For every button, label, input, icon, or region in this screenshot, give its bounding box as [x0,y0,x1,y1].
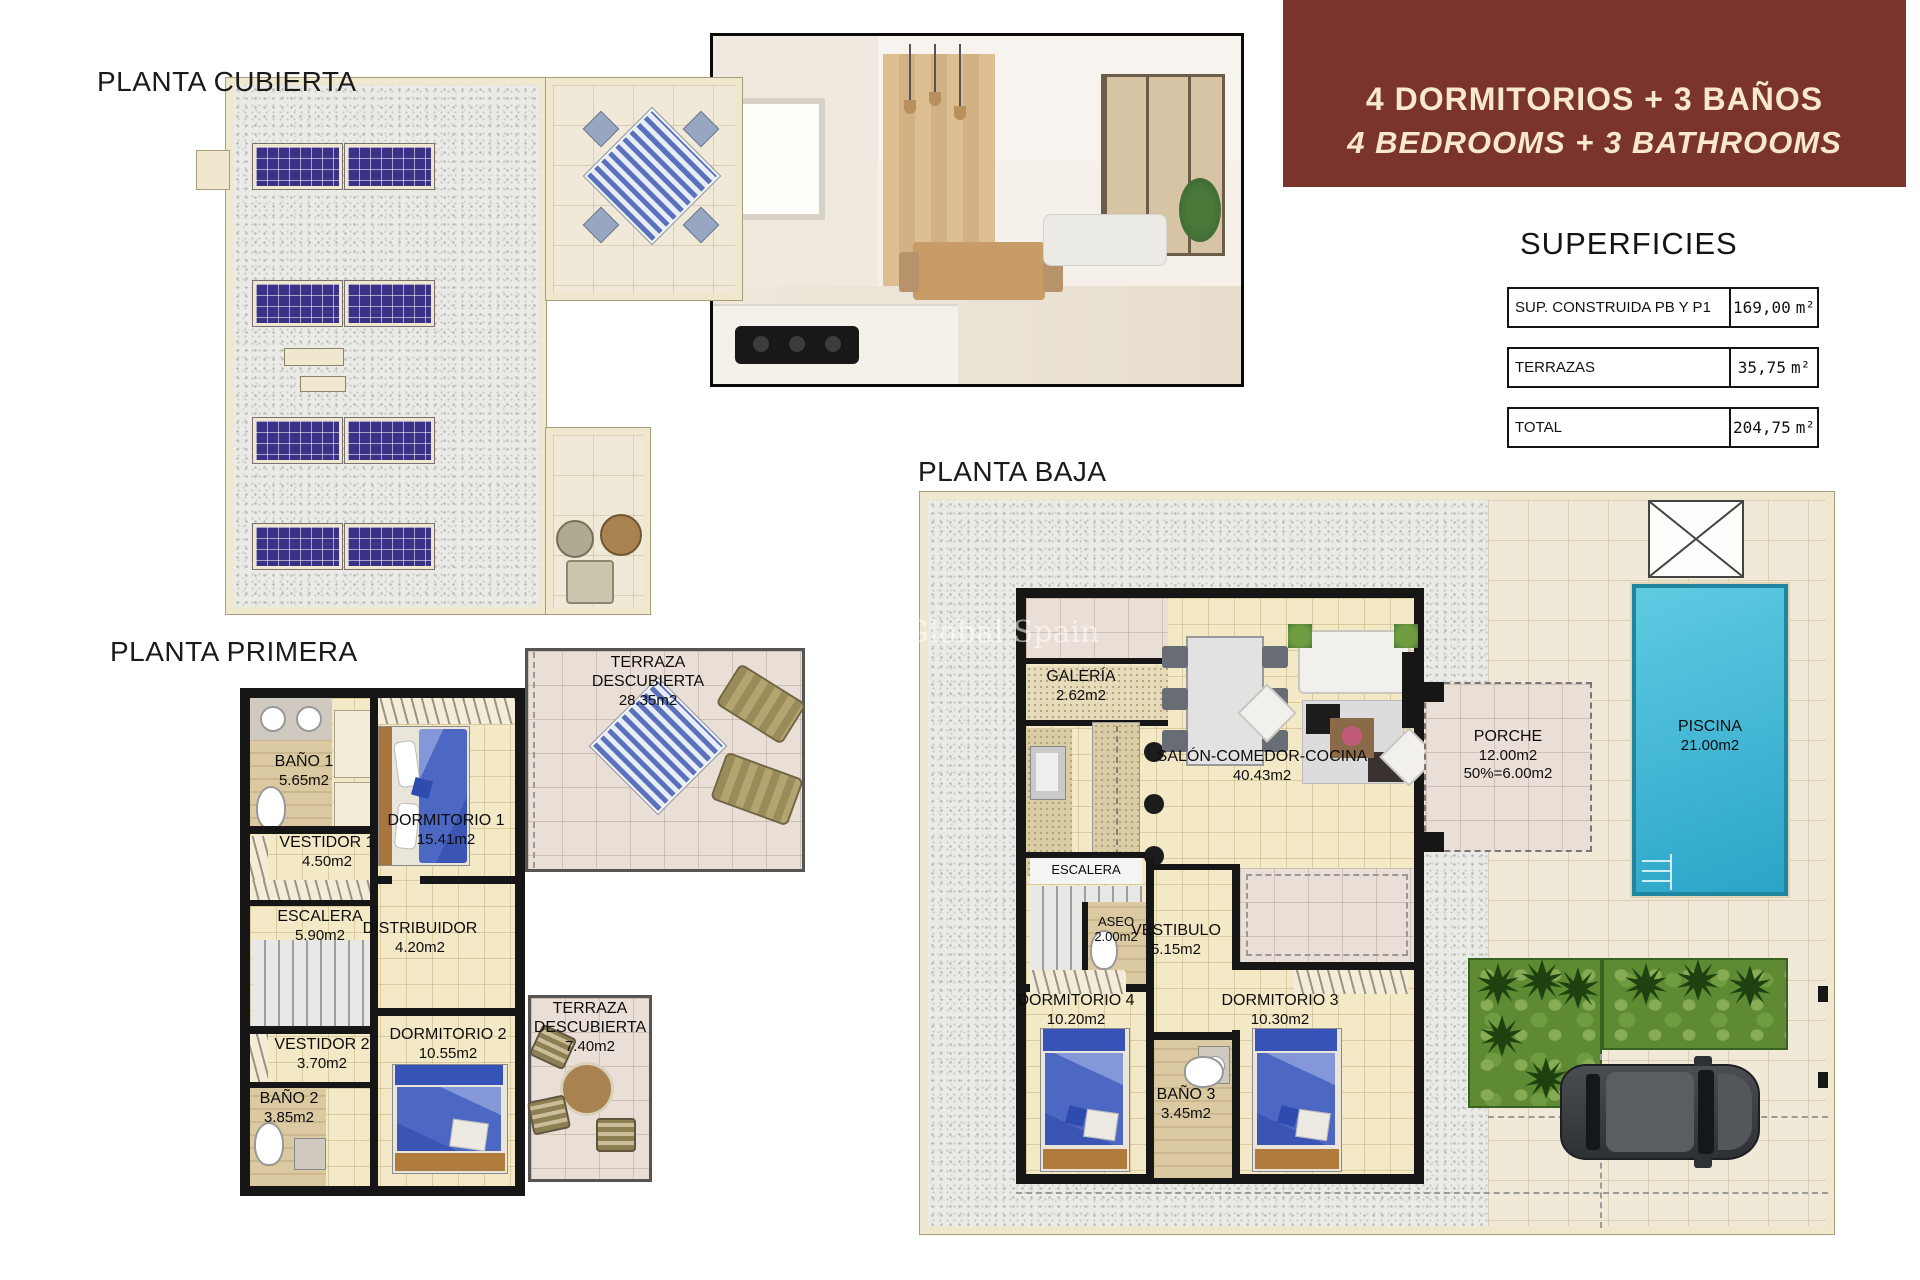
room-name: VESTIDOR 2 [274,1036,370,1053]
room-area: 2.62m2 [1055,686,1107,704]
room-area: 10.20m2 [1046,1010,1106,1028]
hob-ring-icon [789,336,805,352]
header-banner [1283,0,1906,187]
terrace-dashed-line [533,652,535,868]
room-label-dormitorio-4 [1017,992,1134,1029]
row-value [1731,289,1817,326]
toilet-icon [256,786,286,830]
sink-icon [260,706,286,732]
wall-segment [378,1008,525,1016]
value-unit: m² [1795,298,1816,317]
plant-icon [1394,624,1418,648]
room-name: DORMITORIO 2 [389,1026,507,1043]
value-number: 35,75 [1737,358,1786,377]
bed [1040,1028,1130,1172]
room-area: 3.85m2 [263,1108,315,1126]
superficies-row-construida [1507,287,1819,328]
cross-icon [1650,502,1742,576]
room-area: 28.35m2 [618,691,678,709]
room-area: 3.70m2 [296,1054,348,1072]
pool-structure [1648,500,1744,578]
hob-ring-icon [753,336,769,352]
car-rear-window [1586,1074,1600,1150]
wall-segment [1146,864,1240,870]
room-area: 3.45m2 [1160,1104,1212,1122]
wall-segment [1232,868,1240,970]
photo-chair [899,252,919,292]
planta-primera-title: PLANTA PRIMERA [110,636,358,667]
room-area-extra: 50%=6.00m2 [1463,764,1553,782]
bed [392,1064,508,1174]
gate-post [1818,1072,1828,1088]
room-name: ESCALERA [1051,862,1121,877]
roof-vent [300,376,346,392]
room-label-porche [1464,728,1553,782]
photo-plant [1179,178,1221,242]
solar-panel [345,524,434,569]
room-label-dormitorio-2 [389,1026,506,1063]
wall-segment [1232,1030,1240,1184]
solar-panel [253,281,342,326]
car-mirror [1694,1158,1712,1168]
room-area: 15.41m2 [416,830,476,848]
value-number: 169,00 [1732,298,1791,317]
solar-panel [253,144,342,189]
room-label-galeria [1046,668,1115,705]
room-name: ESCALERA [277,908,363,925]
closet [334,782,372,832]
sink-icon [296,706,322,732]
room-area: 5.15m2 [1150,940,1202,958]
room-name: PISCINA [1677,718,1743,735]
value-unit: m² [1795,418,1816,437]
blanket [1295,1109,1331,1141]
room-name: PORCHE [1473,728,1543,745]
banner-line-spanish: 4 DORMITORIOS + 3 BAÑOS [1365,81,1824,117]
sink-icon [294,1138,326,1170]
dining-chair [1262,646,1288,668]
room-name: BAÑO 1 [274,753,334,770]
room-label-piscina [1678,718,1742,755]
room-area: 12.00m2 [1478,746,1538,764]
room-label-vestibulo [1131,922,1221,959]
photo-sofa [1043,214,1167,266]
palm-icon [1556,966,1600,1010]
wall-segment [1026,658,1168,664]
row-label: TOTAL [1509,409,1731,446]
wardrobe-hatch [1294,970,1408,994]
pendant-shade-icon [904,100,916,114]
room-name: BAÑO 3 [1156,1086,1216,1103]
entry-tile [1240,868,1414,962]
wall-segment [420,876,525,884]
stairs [252,940,370,1026]
palm-icon [1476,962,1520,1006]
toilet-icon [254,1122,284,1166]
banner-line-english: 4 BEDROOMS + 3 BATHROOMS [1347,125,1842,160]
room-name: SALÓN-COMEDOR-COCINA [1156,748,1368,765]
bar-stool [1144,794,1164,814]
palm-icon [1728,964,1772,1008]
pendant-light-icon [934,44,936,94]
terrace-table [600,514,642,556]
room-label-bano-3 [1157,1086,1216,1123]
room-label-vestidor-1 [279,834,374,871]
wall-segment [1154,1032,1240,1040]
room-label-dormitorio-1 [387,812,504,849]
wardrobe-hatch [250,880,370,902]
superficies-title: SUPERFICIES [1520,226,1738,261]
room-label-terraza-28 [568,654,728,709]
car-roof [1606,1072,1694,1152]
pool-steps [1642,854,1672,890]
roof-vent [284,348,344,366]
room-area: 4.20m2 [394,938,446,956]
car-hood [1718,1074,1752,1150]
blanket [449,1119,489,1152]
wall-segment [250,1082,370,1088]
room-label-bano-2 [260,1090,319,1127]
room-label-escalera-p1 [277,908,362,945]
blanket [1083,1109,1119,1141]
room-area: 40.43m2 [1232,766,1292,784]
palm-icon [1676,958,1720,1002]
row-label: TERRAZAS [1509,349,1731,386]
bed-headboard [395,1065,503,1085]
palm-icon [1480,1014,1524,1058]
terrace-chair [596,1118,636,1152]
porch-post [1424,832,1444,852]
room-name: DORMITORIO 4 [1017,992,1135,1009]
closet [334,710,372,778]
wall-segment [250,900,370,906]
sink-basin [1036,753,1058,791]
solar-panel [345,144,434,189]
room-label-escalera-pb [1051,862,1120,877]
room-name: DISTRIBUIDOR [362,920,478,937]
solar-panel [345,281,434,326]
room-name: BAÑO 2 [259,1090,319,1107]
bed-headboard [1255,1029,1337,1051]
bed-bench [395,1153,505,1171]
wall-segment [250,1026,370,1034]
room-label-distribuidor [363,920,478,957]
car-windshield [1698,1070,1714,1154]
room-area: 2.00m2 [1094,929,1138,945]
value-unit: m² [1790,358,1811,377]
room-area: 10.30m2 [1250,1010,1310,1028]
bed-bench [1043,1149,1127,1169]
pendant-light-icon [959,44,961,108]
room-label-salon [1157,748,1368,785]
solar-panel [253,524,342,569]
interior-photo [710,33,1244,387]
wardrobe-hatch [250,1032,268,1082]
tv-wall [1402,652,1414,728]
room-area: 10.55m2 [418,1044,478,1062]
solar-panel [253,418,342,463]
room-name: GALERÍA [1046,668,1116,685]
superficies-row-total [1507,407,1819,448]
gate-post [1818,986,1828,1002]
terrace-table [560,1062,614,1116]
photo-dining-table [913,242,1045,300]
room-name: TERRAZA DESCUBIERTA [591,654,705,690]
driveway-line [1016,1192,1828,1194]
room-area: 5.90m2 [294,926,346,944]
room-label-bano-1 [275,753,334,790]
flowers-icon [1342,726,1362,746]
room-name: DORMITORIO 3 [1221,992,1339,1009]
wall-segment [250,826,370,834]
dining-chair [1162,688,1188,710]
terrace-stool [556,520,594,558]
kitchen-sink-icon [1030,746,1066,800]
solar-panel [345,418,434,463]
row-value [1731,349,1817,386]
photo-window [733,98,825,220]
wall-segment [1240,962,1414,970]
pendant-light-icon [909,44,911,102]
room-name: TERRAZA DESCUBIERTA [533,1000,647,1036]
palm-icon [1624,962,1668,1006]
wall-segment [378,876,392,884]
room-area: 5.65m2 [278,771,330,789]
porch-post [1424,682,1444,702]
bed [1252,1028,1342,1172]
room-area: 4.50m2 [301,852,353,870]
planta-baja-title: PLANTA BAJA [918,456,1107,487]
roof-step [196,150,230,190]
bed-headboard [1043,1029,1125,1051]
toilet-icon [1184,1056,1224,1088]
planta-cubierta-title: PLANTA CUBIERTA [97,66,357,97]
terrace-table [566,560,614,604]
room-label-terraza-7 [525,1000,655,1055]
room-name: DORMITORIO 1 [387,812,505,829]
room-label-dormitorio-3 [1221,992,1338,1029]
dining-chair [1162,646,1188,668]
superficies-row-terrazas [1507,347,1819,388]
row-value [1731,409,1817,446]
hob-ring-icon [825,336,841,352]
watermark: Global Spain [905,615,1100,650]
wardrobe-hatch [1030,970,1126,994]
room-name: VESTIBULO [1131,922,1221,939]
car [1560,1064,1760,1160]
room-area: 21.00m2 [1680,736,1740,754]
room-label-vestidor-2 [274,1036,369,1073]
pendant-shade-icon [929,92,941,106]
bed-bench [1255,1149,1339,1169]
pendant-shade-icon [954,106,966,120]
room-name: ASEO [1097,914,1135,929]
row-label: SUP. CONSTRUIDA PB Y P1 [1509,289,1731,326]
car-mirror [1694,1056,1712,1066]
entry-dashed-outline [1246,874,1408,956]
room-name: VESTIDOR 1 [279,834,375,851]
room-area: 7.40m2 [564,1037,616,1055]
value-number: 204,75 [1732,418,1791,437]
wall-segment [1146,858,1154,1184]
plant-icon [1288,624,1312,648]
wardrobe-hatch [378,698,515,724]
